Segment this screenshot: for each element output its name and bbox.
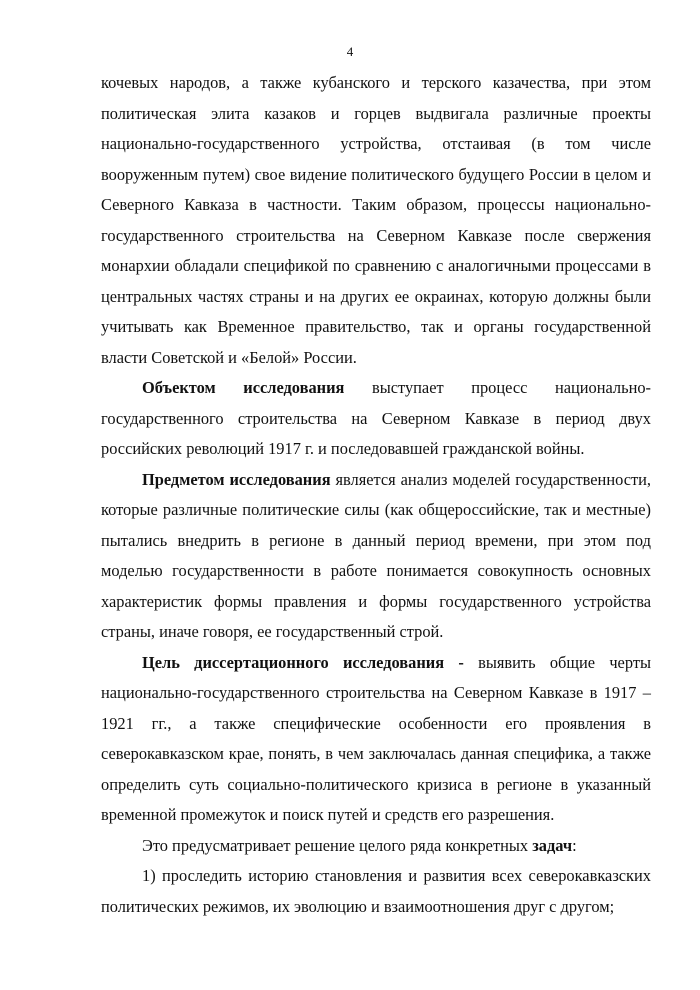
page-number: 4 (346, 44, 354, 59)
paragraph-intro-continued: кочевых народов, а также кубанского и терского казачества, при этом политическая элита казаков и горцев выдвигала различные проекты национально-государственного устройства, отстаивая (в том числе вооруженным путем) свое видение политического будущего России в целом и Северного Кавказа в частности. Таким образом, процессы национально-государственного строительства на Северном Кавказе после свержения монархии обладали спецификой по сравнению с аналогичными процессами в центральных частях страны и на других ее окраинах, которую должны были учитывать как Временное правительство, так и органы государственной власти Советской и «Белой» России. (101, 73, 651, 367)
document-body (101, 68, 651, 922)
object-heading: Объектом исследования (142, 378, 345, 397)
tasks-intro-text: Это предусматривает решение целого ряда конкретных (142, 835, 533, 855)
paragraph-subject (101, 465, 651, 648)
object-text: выступает процесс национально-государственного строительства на Северном Кавказе в период двух российских революций 1917 г. и последовавшей гражданской войны. (101, 378, 652, 458)
subject-heading: Предметом исследования (142, 469, 331, 489)
tasks-colon: : (572, 835, 577, 855)
paragraph-goal (101, 648, 651, 831)
subject-text: является анализ моделей государственности, которые различные политические силы (как общероссийские, так и местные) пытались внедрить в регионе в данный период времени, при этом под моделью государственности в работе понимается совокупность основных характеристик формы правления и формы государственного устройства страны, иначе говоря, ее государственный строй. (101, 469, 651, 641)
paragraph-task-1: 1) проследить историю становления и развития всех северокавказских политических режимов, их эволюцию и взаимоотношения друг с другом; (101, 866, 651, 916)
goal-heading: Цель диссертационного исследования - (142, 652, 464, 672)
tasks-heading: задач (532, 835, 573, 855)
paragraph-object (101, 373, 651, 465)
goal-text: выявить общие черты национально-государственного строительства на Северном Кавказе в 1917 – 1921 гг., а также специфические особенности его проявления в северокавказском крае, понять, в чем заключалась данная специфика, а также определить суть социально-политического кризиса в регионе в указанный временной промежуток и поиск путей и средств его разрешения. (101, 652, 651, 824)
paragraph-tasks-intro (101, 831, 651, 862)
